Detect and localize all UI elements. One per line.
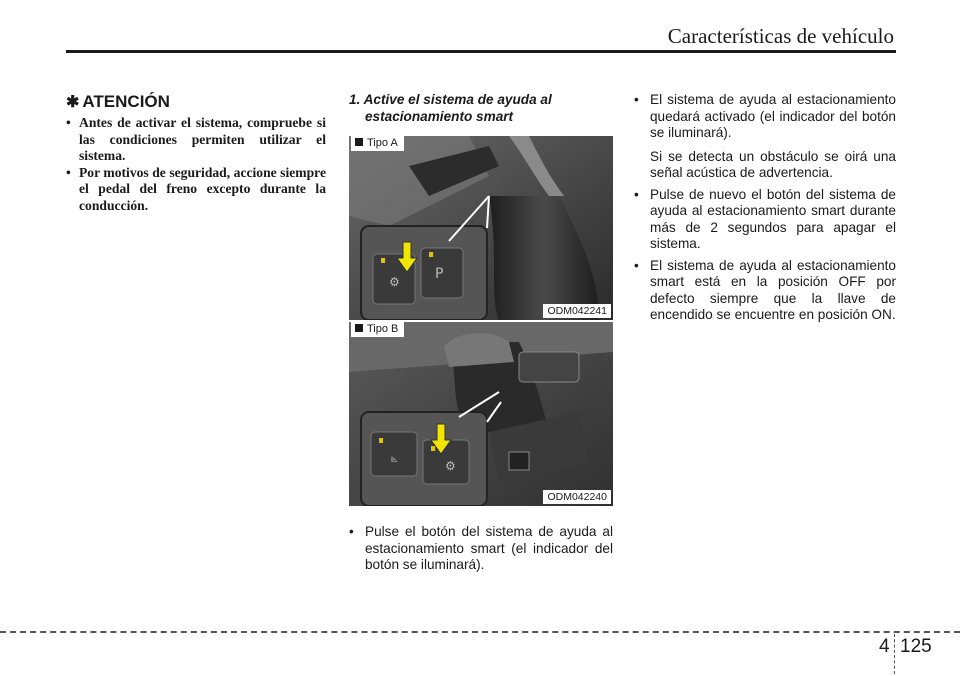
- svg-text:P: P: [435, 266, 444, 282]
- square-bullet-icon: [355, 138, 363, 146]
- details-list-2: [634, 187, 896, 324]
- footer-rule: [0, 631, 960, 633]
- bullet-icon: •: [349, 524, 354, 539]
- details-column: [634, 92, 896, 324]
- svg-text:⚙: ⚙: [445, 459, 456, 473]
- details-item: • El sistema de ayuda al estacionamiento quedará activado (el indicador del botón se iluminará).: [634, 92, 896, 140]
- bullet-icon: •: [634, 92, 639, 107]
- bullet-icon: •: [634, 186, 639, 202]
- details-list: [634, 92, 896, 142]
- chapter-number: 4: [879, 636, 890, 657]
- attention-heading-text: ATENCIÓN: [82, 92, 170, 111]
- svg-text:⚙: ⚙: [389, 275, 400, 289]
- attention-column: [66, 92, 326, 214]
- figure-type-a-photo: [349, 136, 613, 320]
- figure-type-b: [349, 320, 613, 506]
- details-item: • Pulse de nuevo el botón del sistema de ayuda al estacionamiento smart durante más de 2 segundos para apagar el sistema.: [634, 186, 896, 251]
- bullet-icon: •: [634, 257, 639, 273]
- figure-code: ODM042241: [543, 304, 611, 318]
- figure-label: Tipo B: [351, 322, 404, 337]
- details-subtext: Si se detecta un obstáculo se oirá una señal acústica de advertencia.: [650, 148, 896, 180]
- figure-type-b-photo: [349, 322, 613, 506]
- instruction-list: [349, 524, 613, 574]
- instruction-item: • Pulse el botón del sistema de ayuda al estacionamiento smart (el indicador del botón se iluminará).: [349, 524, 613, 572]
- square-bullet-icon: [355, 324, 363, 332]
- step-title: 1. Active el sistema de ayuda al estacionamiento smart: [349, 92, 552, 124]
- page-number: 125: [900, 636, 932, 657]
- header-rule: [66, 50, 896, 53]
- details-item: • El sistema de ayuda al estacionamiento smart está en la posición OFF por defecto siempre que la llave de encendido se encuentre en posición ON.: [634, 257, 896, 322]
- attention-item: • Antes de activar el sistema, compruebe si las condiciones permiten utilizar el sistema.: [66, 115, 326, 163]
- bullet-icon: •: [66, 115, 71, 130]
- footer-separator: [894, 634, 895, 674]
- instruction-column: [349, 92, 613, 574]
- svg-text:⦝: ⦝: [391, 451, 398, 465]
- attention-heading: [66, 92, 326, 112]
- page-header-title: Características de vehículo: [667, 24, 894, 48]
- figure-type-a: [349, 136, 613, 320]
- attention-list: [66, 115, 326, 214]
- bullet-icon: •: [66, 164, 71, 180]
- attention-item: • Por motivos de seguridad, accione siempre el pedal del freno excepto durante la conducción.: [66, 164, 326, 213]
- attention-star-icon: ✱: [66, 94, 80, 111]
- figure-label: Tipo A: [351, 136, 404, 151]
- figure-code: ODM042240: [543, 490, 611, 504]
